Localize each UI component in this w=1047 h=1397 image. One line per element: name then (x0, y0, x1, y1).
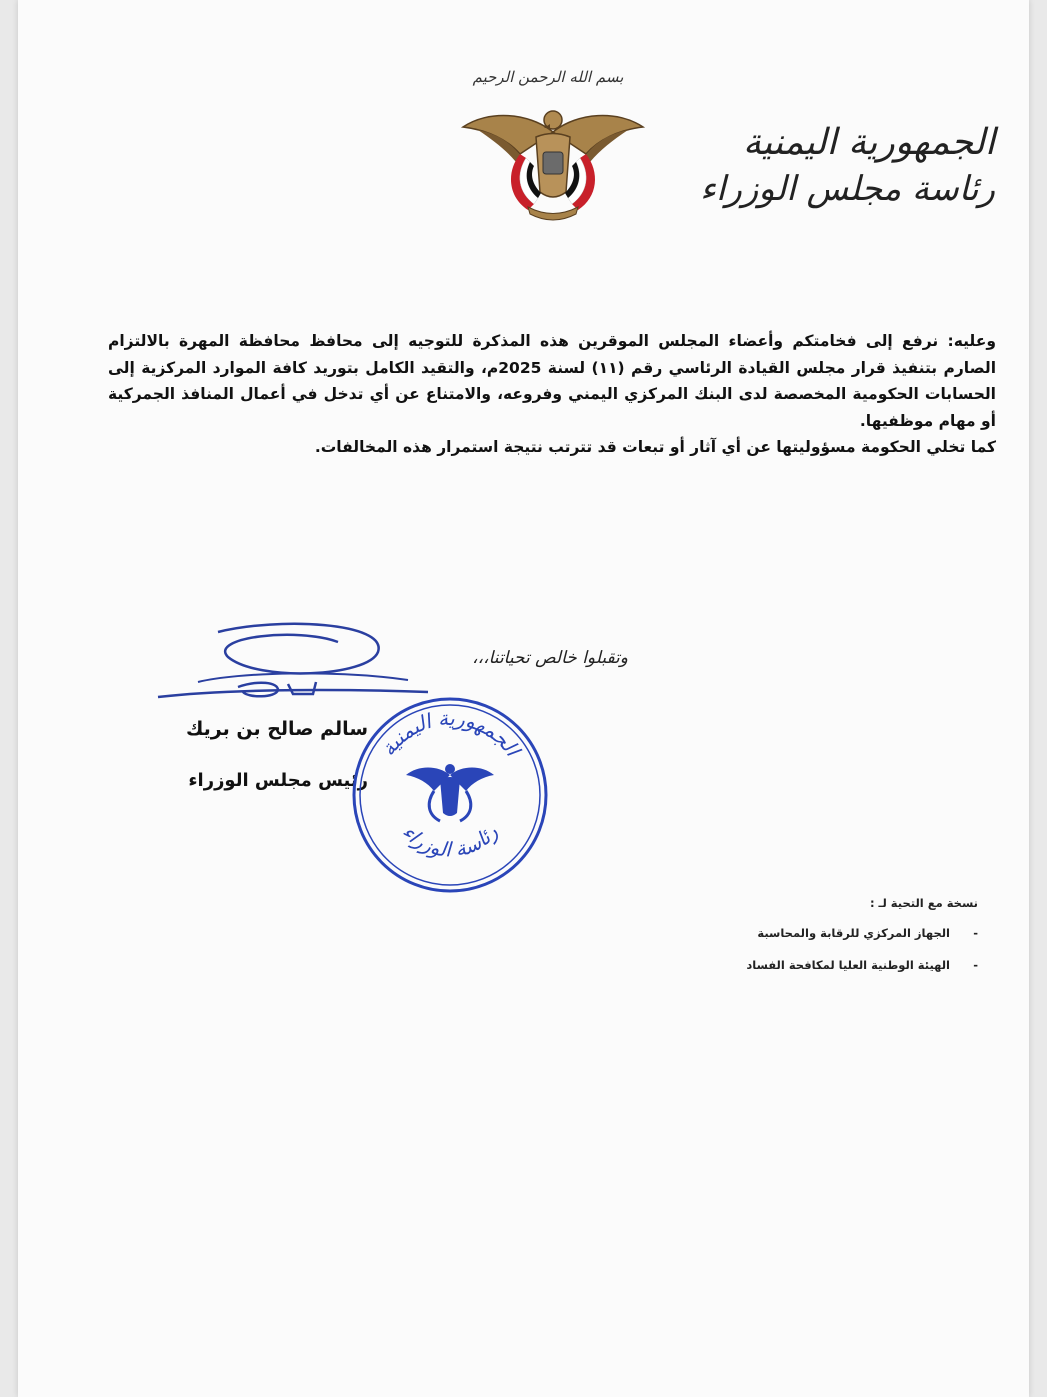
official-seal-icon (350, 695, 550, 895)
cc-item-label: الجهاز المركزي للرقابة والمحاسبة (757, 926, 950, 940)
letter-body (108, 328, 996, 461)
cc-title: نسخة مع التحية لـ : (869, 896, 978, 910)
body-paragraph-1: وعليه: نرفع إلى فخامتكم وأعضاء المجلس الموقرين هذه المذكرة للتوجيه إلى محافظ محافظة المهرة بالالتزام الصارم بتنفيذ قرار مجلس القيادة الرئاسي رقم (١١) لسنة 2025م، والتقيد الكامل بتوريد كافة الموارد المركزية إلى الحسابات الحكومية المخصصة لدى البنك المركزي اليمني وفروعه، والامتناع عن أي تدخل في أعمال المنافذ الجمركية أو مهام موظفيها. (108, 332, 997, 430)
signer-name: سالم صالح بن بريك (185, 718, 368, 740)
republic-name: الجمهورية اليمنية (742, 122, 995, 163)
cc-dash: - (973, 958, 978, 972)
signer-title: رئيس مجلس الوزراء (188, 770, 368, 791)
closing-salutation: وتقبلوا خالص تحياتنا،،، (472, 648, 628, 668)
svg-text:رئاسة الوزراء: رئاسة الوزراء (397, 820, 503, 862)
letter-page (18, 0, 1029, 1397)
cc-item (678, 926, 978, 940)
office-name: رئاسة مجلس الوزراء (700, 169, 995, 209)
cc-item (678, 958, 978, 972)
carbon-copy-list (678, 896, 978, 990)
cc-dash: - (973, 926, 978, 940)
body-paragraph-2: كما تخلي الحكومة مسؤوليتها عن أي آثار أو تبعات قد تترتب نتيجة استمرار هذه المخالفات. (314, 438, 996, 456)
cc-item-label: الهيئة الوطنية العليا لمكافحة الفساد (746, 958, 950, 972)
yemen-emblem-icon (458, 92, 648, 227)
letterhead-title (665, 120, 995, 212)
basmala: بسم الله الرحمن الرحيم (472, 68, 624, 86)
svg-text:الجمهورية اليمنية: الجمهورية اليمنية (375, 705, 525, 761)
